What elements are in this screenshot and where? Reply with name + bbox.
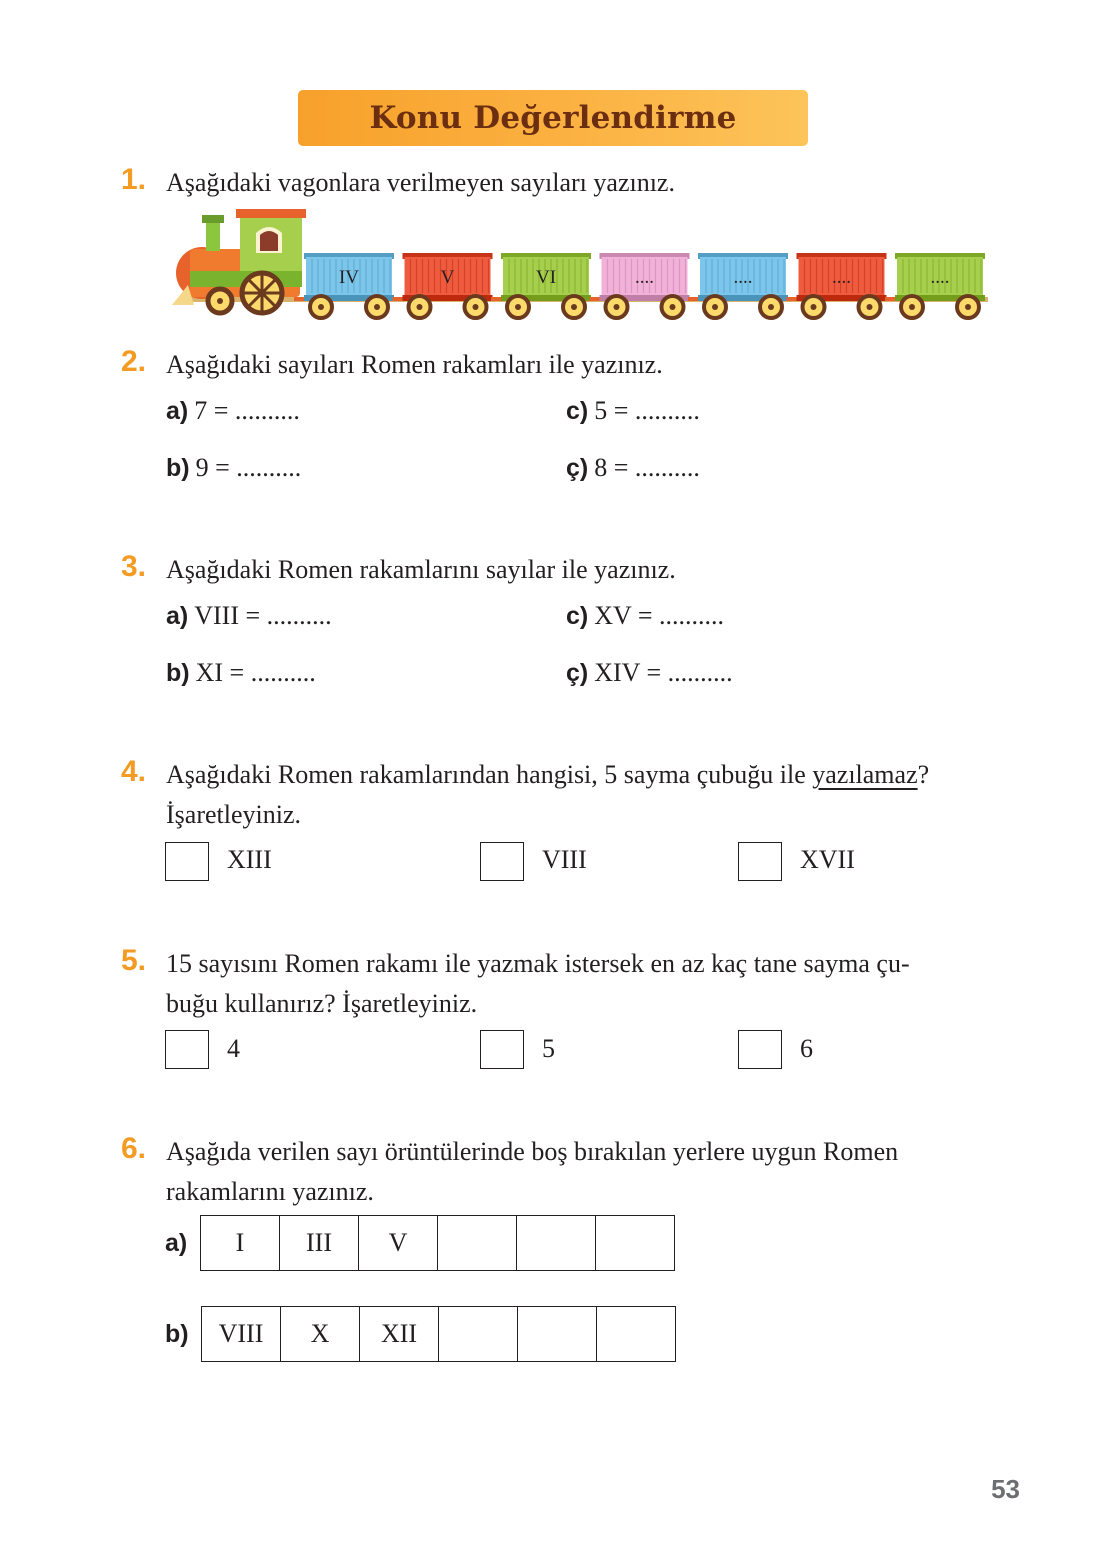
wagon-1 [294,253,394,318]
wagon-7 [885,253,985,318]
wagon-6 [787,253,887,318]
q1-text: Aşağıdaki vagonlara verilmeyen sayıları yazınız. [166,168,675,197]
item-text[interactable]: XI = .......... [195,658,316,687]
pattern-blank-cell[interactable] [439,1307,518,1362]
q2-number: 2. [121,345,147,378]
q2-item-c [566,396,700,426]
wagon-2 [393,253,493,318]
page-number: 53 [991,1474,1020,1504]
q6-text-line2: rakamlarını yazınız. [166,1177,374,1206]
wagon-label: .... [733,267,753,288]
item-text[interactable]: 7 = .......... [194,396,300,425]
q6-row-label-a: a) [165,1229,188,1257]
pattern-cell: XII [360,1307,439,1362]
wagon-label: .... [635,267,654,288]
wagon-label: VI [535,267,557,288]
q5-option-label-3: 6 [800,1034,813,1063]
item-text[interactable]: 8 = .......... [594,453,700,482]
q6-pattern-table-b [201,1306,676,1362]
q5-number: 5. [121,944,147,977]
item-text[interactable]: 9 = .......... [195,453,302,482]
emphasis-underline: yazılamaz [812,760,918,789]
q3-item-a [166,601,332,631]
wagon-label: IV [338,267,360,288]
q4-option-label-1: XIII [227,845,272,874]
wagon-label: .... [832,267,851,288]
q6-pattern-table-a [200,1215,675,1271]
item-label: a) [166,397,189,425]
item-label: ç) [566,454,589,482]
q6-row-label-b: b) [165,1320,189,1348]
pattern-blank-cell[interactable] [438,1216,517,1271]
wagon-4 [590,253,690,318]
q4-option-label-2: VIII [542,845,587,874]
q3-text: Aşağıdaki Romen rakamlarını sayılar ile yazınız. [166,555,676,584]
item-label: c) [566,602,589,630]
pattern-blank-cell[interactable] [518,1307,597,1362]
item-label: c) [566,397,589,425]
q4-text: Aşağıdaki Romen rakamlarından hangisi, 5 sayma çubuğu ile yazılamaz? [166,760,930,789]
q3-number: 3. [121,550,147,583]
wagon-5 [688,253,788,318]
wagon-3 [491,253,591,318]
pattern-cell: I [201,1216,280,1271]
q5-option-checkbox-3[interactable] [738,1030,782,1069]
q4-option-checkbox-1[interactable] [165,842,209,881]
wagon-group [294,253,985,318]
item-text[interactable]: 5 = .......... [594,396,700,425]
q5-text-line2: buğu kullanırız? İşaretleyiniz. [166,989,478,1018]
q5-text: 15 sayısını Romen rakamı ile yazmak istersek en az kaç tane sayma çu- [166,949,910,978]
q3-item-c [566,601,724,631]
q4-option-checkbox-2[interactable] [480,842,524,881]
item-label: ç) [566,659,589,687]
q6-text: Aşağıda verilen sayı örüntülerinde boş bırakılan yerlere uygun Romen [166,1137,899,1166]
pattern-cell: VIII [202,1307,281,1362]
page-title: Konu Değerlendirme [369,100,737,136]
q4-number: 4. [121,755,147,788]
item-label: b) [166,454,190,482]
q2-item-cc [566,453,700,483]
pattern-blank-cell[interactable] [517,1216,596,1271]
q4-text-line2: İşaretleyiniz. [166,800,301,829]
q6-number: 6. [121,1132,147,1165]
item-text[interactable]: VIII = .......... [194,601,332,630]
q5-option-label-2: 5 [542,1034,555,1063]
q2-item-a [166,396,300,426]
q3-item-b [166,658,316,688]
q2-text: Aşağıdaki sayıları Romen rakamları ile yazınız. [166,350,663,379]
item-text[interactable]: XV = .......... [594,601,724,630]
train-illustration [160,205,1000,325]
q1-number: 1. [121,163,147,196]
item-label: a) [166,602,189,630]
title-banner [298,90,808,146]
item-label: b) [166,659,190,687]
q4-option-checkbox-3[interactable] [738,842,782,881]
q3-item-cc [566,658,733,688]
wagon-label: .... [930,267,950,288]
q5-option-checkbox-2[interactable] [480,1030,524,1069]
pattern-cell: III [280,1216,359,1271]
pattern-cell: V [359,1216,438,1271]
q5-option-label-1: 4 [227,1034,240,1063]
item-text[interactable]: XIV = .......... [594,658,733,687]
wagon-label: V [440,267,455,288]
pattern-blank-cell[interactable] [597,1307,676,1362]
q2-item-b [166,453,301,483]
q4-option-label-3: XVII [800,845,855,874]
pattern-blank-cell[interactable] [596,1216,675,1271]
q5-option-checkbox-1[interactable] [165,1030,209,1069]
pattern-cell: X [281,1307,360,1362]
